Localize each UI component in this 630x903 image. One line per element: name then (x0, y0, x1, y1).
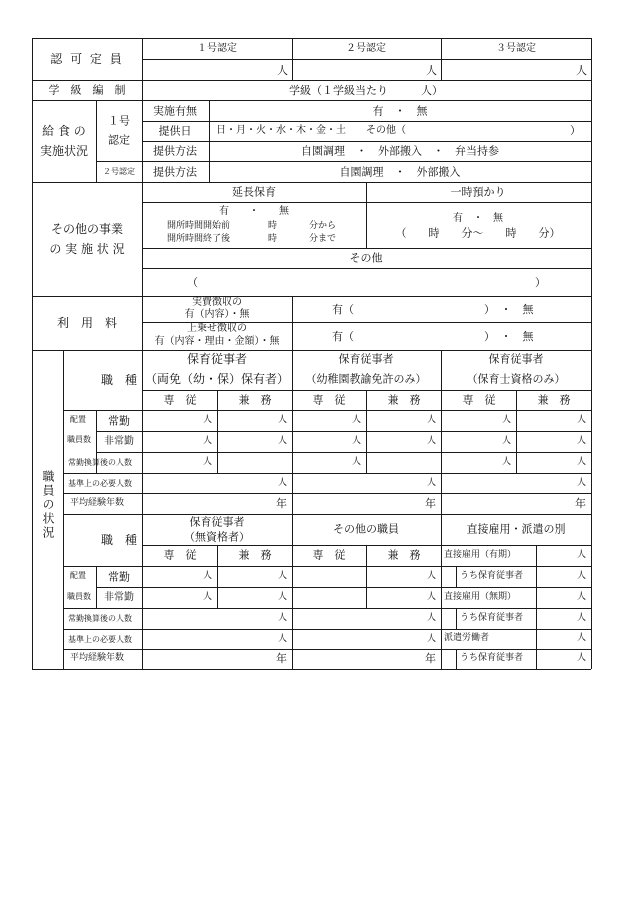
kyushoku-g2: ２号認定 (103, 167, 135, 177)
div (32, 296, 591, 297)
parttime-2: 兼 務 (387, 393, 421, 407)
div (96, 431, 591, 432)
p-d1: 人 (576, 550, 586, 560)
kyushoku-method-value-2: 自園調理 ・ 外部搬入 (339, 165, 461, 179)
direct-fixed: 直接雇用（有期） (444, 550, 517, 560)
temp-yesno: 有 ・ 無 (453, 213, 503, 224)
div (142, 59, 591, 60)
kyushoku-days-value: 日・月・火・水・木・金・土 その他（ (216, 125, 406, 136)
direct-indef: 直接雇用（無期） (444, 592, 517, 602)
of-which-1: うち保育従事者 (460, 571, 524, 581)
of-which-3: うち保育従事者 (460, 653, 524, 663)
temp-label: 一時預かり (450, 185, 506, 199)
div (32, 80, 591, 81)
div (142, 248, 591, 249)
p-s2-c2: 人 (277, 592, 287, 602)
frame-bottom (32, 669, 591, 670)
extended-yesno: 有 ・ 無 (219, 206, 289, 217)
fees-extra-1: 上乗せ徴収の (187, 323, 247, 334)
cat1-line2: （両免（幼・保）保有者） (144, 371, 290, 386)
fees-extra-2: 有（内容・理由・金額）・無 (154, 336, 280, 347)
kyushoku-method-value-1: 自園調理 ・ 外部搬入 ・ 弁当持参 (301, 144, 499, 158)
div (142, 80, 143, 100)
p-r4-c1: 人 (277, 478, 287, 488)
fees-actual-yes: 有（ (332, 303, 354, 316)
license-form (32, 38, 591, 669)
other-label-2: の 実 施 状 況 (49, 241, 125, 256)
p-d6: 人 (576, 653, 586, 663)
div (63, 493, 591, 494)
cat3-line2: （保育士資格のみ） (466, 372, 566, 386)
fees-actual-close: ） ・ 無 (484, 303, 534, 316)
p-s2-c1: 人 (202, 592, 212, 602)
p-s4-c1: 人 (277, 634, 287, 644)
kyushoku-days-label: 提供日 (158, 124, 192, 138)
open-start-from: 分から (309, 221, 337, 231)
frame-left (32, 38, 33, 669)
div (456, 566, 457, 587)
nintei-col1: １号認定 (197, 43, 237, 54)
dispatch: 派遣労働者 (444, 633, 490, 643)
placement-2a: 配置 (70, 571, 86, 580)
fees-label: 利 用 料 (56, 315, 118, 330)
div (142, 268, 591, 269)
converted-1: 常勤換算後の人数 (68, 458, 132, 467)
div (63, 566, 591, 567)
extended-label: 延長保育 (232, 185, 276, 199)
gakkyu-value: 学級（１学級当たり 人） (289, 84, 443, 97)
parttime-4: 兼 務 (238, 548, 272, 562)
frame-right (591, 38, 592, 669)
div (142, 390, 591, 391)
div (536, 545, 537, 669)
div (456, 649, 457, 669)
p-r4-c2: 人 (426, 478, 436, 488)
div (456, 608, 457, 629)
p-d3: 人 (576, 592, 586, 602)
fees-actual-2: 有（内容）・無 (184, 309, 250, 320)
p-s4-c2: 人 (426, 634, 436, 644)
cat6: 直接雇用・派遣の別 (466, 522, 566, 536)
open-start-label: 開所時間開始前 (167, 221, 231, 231)
p-d2: 人 (576, 571, 586, 581)
kyushoku-method-label-2: 提供方法 (153, 165, 197, 179)
placement-1a: 配置 (70, 415, 86, 424)
div (142, 121, 591, 122)
p-r1-c6: 人 (576, 415, 586, 425)
div (32, 100, 591, 101)
y-s5-c1: 年 (276, 652, 287, 665)
avg-years-2: 平均経験年数 (70, 653, 125, 663)
p-r1-c2: 人 (277, 415, 287, 425)
div (96, 161, 591, 162)
div (142, 350, 143, 669)
div (96, 587, 591, 588)
cat1-line1: 保育従事者 (186, 351, 248, 366)
open-end-label: 開所時間終了後 (167, 234, 231, 244)
p-s2-c4: 人 (426, 592, 436, 602)
fulltime-5: 専 従 (312, 548, 346, 562)
converted-2: 常勤換算後の人数 (68, 614, 132, 623)
p-r1-c1: 人 (202, 415, 212, 425)
p-s3-c2: 人 (426, 613, 436, 623)
p-r2-c4: 人 (426, 436, 436, 446)
div (63, 608, 591, 609)
fees-extra-close: ） ・ 無 (484, 330, 534, 343)
p-r2-c1: 人 (202, 436, 212, 446)
kyushoku-g1-1: １号 (108, 114, 130, 128)
p-r3-c6: 人 (576, 457, 586, 467)
temp-time: （ 時 分～ 時 分） (395, 226, 561, 240)
fulltime-1: 専 従 (163, 393, 197, 407)
y-r5-c2: 年 (425, 497, 436, 510)
staff-label: 職員の状況 (41, 470, 55, 540)
p-s1-c4: 人 (426, 571, 436, 581)
div (292, 350, 293, 669)
kyushoku-g1-2: 認定 (108, 133, 130, 147)
kyushoku-impl-label: 実施有無 (153, 104, 197, 118)
div (32, 182, 591, 183)
cat3-line1: 保育従事者 (488, 352, 544, 366)
p-r4-c3: 人 (576, 478, 586, 488)
p-r1-c4: 人 (426, 415, 436, 425)
fulltime-4: 専 従 (163, 548, 197, 562)
cat5: その他の職員 (333, 522, 399, 536)
other-label-1: その他の事業 (50, 221, 124, 236)
open-end-hour: 時 (268, 234, 278, 244)
div (96, 452, 591, 453)
p-s1-c2: 人 (277, 571, 287, 581)
other-sub-label: その他 (349, 251, 383, 265)
div (142, 202, 591, 203)
nintei-unit-1: 人 (277, 64, 288, 77)
p-d4: 人 (576, 613, 586, 623)
placement-1b: 職員数 (67, 435, 91, 444)
kyushoku-label-2: 実施状況 (39, 143, 89, 158)
div (441, 350, 442, 669)
p-r3-c3: 人 (351, 457, 361, 467)
y-s5-c2: 年 (425, 652, 436, 665)
cat2-line1: 保育従事者 (338, 352, 394, 366)
div (142, 545, 591, 546)
parttime-5: 兼 務 (387, 548, 421, 562)
kyushoku-days-close: ） (570, 124, 581, 137)
cat4-line2: （無資格者） (184, 530, 250, 544)
fees-actual-1: 実費徴収の (192, 297, 242, 308)
kyushoku-method-label-1: 提供方法 (153, 144, 197, 158)
cat4-line1: 保育従事者 (189, 515, 245, 529)
p-s3-c1: 人 (277, 613, 287, 623)
div (217, 545, 218, 608)
nonregular-2: 非常勤 (104, 592, 134, 603)
fees-extra-yes: 有（ (332, 330, 354, 343)
p-r2-c3: 人 (351, 436, 361, 446)
of-which-2: うち保育従事者 (460, 613, 524, 623)
p-r3-c1: 人 (202, 457, 212, 467)
gakkyu-label: 学 級 編 制 (48, 83, 126, 97)
div (63, 629, 591, 630)
regular-2: 常勤 (108, 570, 130, 584)
div (96, 100, 97, 182)
nintei-unit-2: 人 (426, 64, 437, 77)
div (63, 514, 591, 515)
p-r2-c2: 人 (277, 436, 287, 446)
other-paren-close: ） (535, 276, 546, 289)
div (292, 296, 293, 350)
y-r5-c1: 年 (276, 497, 287, 510)
y-r5-c3: 年 (575, 497, 586, 510)
required-1: 基準上の必要人数 (68, 479, 132, 488)
cat2-line2: （幼稚園教諭免許のみ） (305, 372, 427, 386)
div (142, 182, 143, 296)
open-start-hour: 時 (268, 221, 278, 231)
div (142, 141, 591, 142)
p-r1-c3: 人 (351, 415, 361, 425)
p-r2-c6: 人 (576, 436, 586, 446)
p-r3-c5: 人 (501, 457, 511, 467)
fulltime-3: 専 従 (462, 393, 496, 407)
other-paren-open: （ (187, 276, 198, 289)
placement-2b: 職員数 (67, 592, 91, 601)
open-end-until: 分まで (309, 234, 337, 244)
div (63, 350, 64, 669)
regular-1: 常勤 (108, 414, 130, 428)
p-r1-c5: 人 (501, 415, 511, 425)
p-d5: 人 (576, 633, 586, 643)
kyushoku-label-1: 給 食 の (42, 123, 86, 138)
div (63, 649, 591, 650)
nintei-label: 認 可 定 員 (50, 51, 124, 66)
job-type-2: 職 種 (100, 532, 138, 547)
kyushoku-impl-value: 有 ・ 無 (372, 104, 428, 118)
nintei-col2: ２号認定 (346, 43, 386, 54)
parttime-3: 兼 務 (537, 393, 571, 407)
p-r2-c5: 人 (501, 436, 511, 446)
fulltime-2: 専 従 (312, 393, 346, 407)
frame-top (32, 38, 591, 39)
nintei-col3: ３号認定 (496, 43, 536, 54)
div (366, 182, 367, 248)
job-type-1: 職 種 (100, 372, 138, 387)
div (366, 545, 367, 608)
nonregular-1: 非常勤 (104, 436, 134, 447)
div (63, 410, 591, 411)
avg-years-1: 平均経験年数 (70, 498, 125, 508)
div (142, 296, 143, 350)
nintei-unit-3: 人 (576, 64, 587, 77)
div (63, 473, 591, 474)
div (32, 350, 591, 351)
required-2: 基準上の必要人数 (68, 635, 132, 644)
parttime-1: 兼 務 (238, 393, 272, 407)
p-s1-c1: 人 (202, 571, 212, 581)
